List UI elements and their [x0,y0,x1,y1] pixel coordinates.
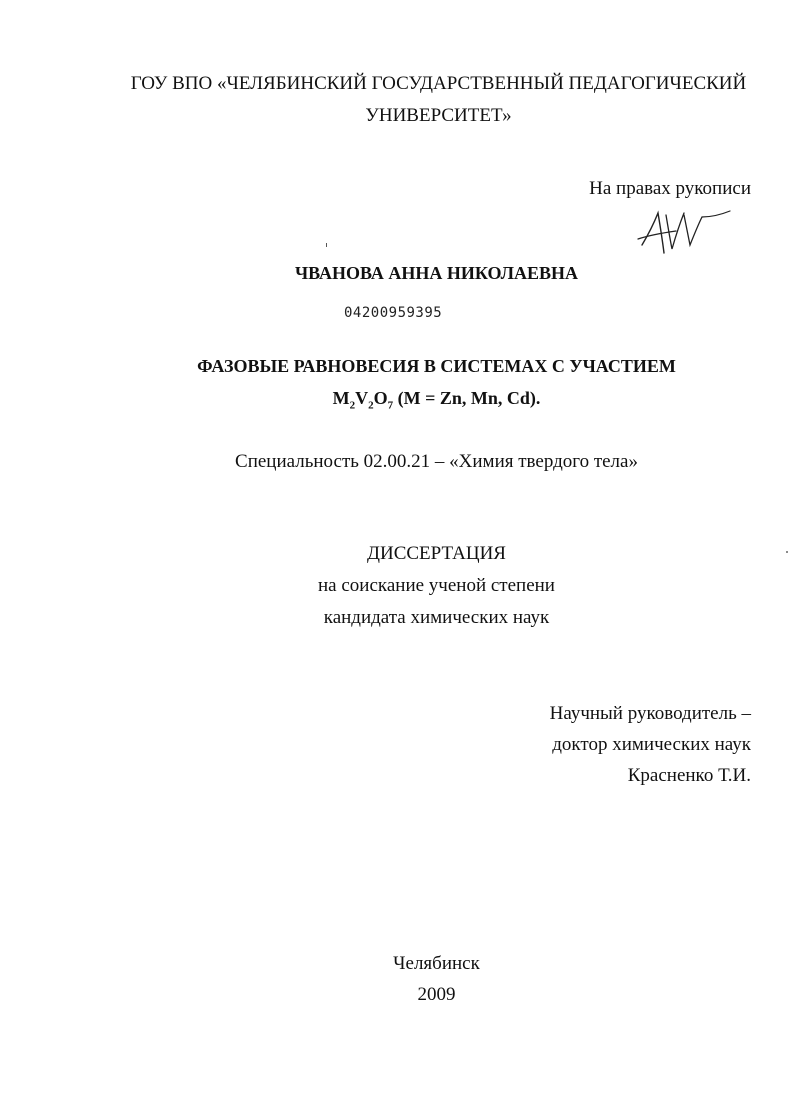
formula-v: V [355,388,369,408]
dissertation-purpose-2: кандидата химических наук [323,607,550,628]
supervisor-degree: доктор химических наук [552,734,751,755]
scan-mark [326,243,327,247]
organization-line-1: ГОУ ВПО «ЧЕЛЯБИНСКИЙ ГОСУДАРСТВЕННЫЙ ПЕДАГОГИЧЕСКИЙ [130,73,747,94]
formula-v-subscript: 2 [368,399,374,412]
specialty: Специальность 02.00.21 – «Химия твердого тела» [235,451,638,472]
organization-line-2: УНИВЕРСИТЕТ» [365,105,512,126]
supervisor-role: Научный руководитель – [549,703,751,724]
title-formula [38,387,797,412]
handwritten-signature [636,205,736,265]
formula-o: O [373,388,388,408]
formula-tail: (M = Zn, Mn, Cd). [393,388,541,408]
scan-speck [786,551,788,553]
year: 2009 [417,984,456,1005]
catalog-number: 04200959395 [344,305,443,321]
formula-m: M [332,388,350,408]
formula-o-subscript: 7 [387,399,394,412]
dissertation-label: ДИССЕРТАЦИЯ [367,543,506,564]
title-line-1: ФАЗОВЫЕ РАВНОВЕСИЯ В СИСТЕМАХ С УЧАСТИЕМ [197,356,676,376]
author-name: ЧВАНОВА АННА НИКОЛАЕВНА [294,263,579,283]
city: Челябинск [393,953,480,974]
supervisor-name: Красненко Т.И. [627,765,751,786]
dissertation-purpose-1: на соискание ученой степени [318,575,555,596]
formula-m-subscript: 2 [349,399,356,412]
manuscript-note: На правах рукописи [589,178,751,199]
